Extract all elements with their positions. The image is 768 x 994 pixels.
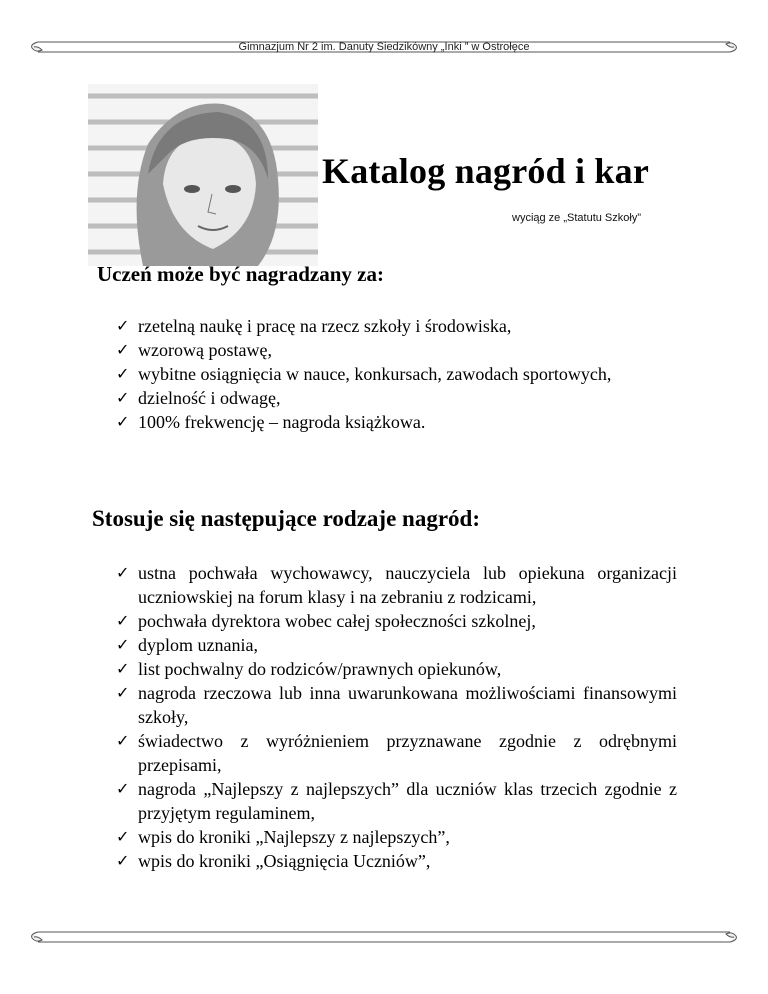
- checkmark-icon: ✓: [116, 316, 130, 335]
- list-item: ✓ pochwała dyrektora wobec całej społeczności szkolnej,: [116, 611, 536, 631]
- list-item: ✓ wzorową postawę,: [116, 340, 272, 360]
- checkmark-icon: ✓: [116, 611, 130, 630]
- checkmark-icon: ✓: [116, 827, 130, 846]
- reward-types-list: [116, 561, 677, 873]
- list-item: ✓ rzetelną naukę i pracę na rzecz szkoły i środowiska,: [116, 316, 512, 336]
- list-item: ✓ 100% frekwencję – nagroda książkowa.: [116, 412, 426, 432]
- list-item: ✓ świadectwo z wyróżnieniem przyznawane zgodnie z odrębnymi przepisami,: [116, 731, 677, 775]
- footer-banner: [28, 928, 740, 950]
- portrait-image: [88, 84, 318, 266]
- list-item: ✓ ustna pochwała wychowawcy, nauczyciela lub opiekuna organizacji uczniowskiej na forum klasy i na zebraniu z rodzicami,: [116, 563, 677, 607]
- rewards-list: [116, 314, 677, 434]
- checkmark-icon: ✓: [116, 635, 130, 654]
- checkmark-icon: ✓: [116, 388, 130, 407]
- list-item: ✓ nagroda rzeczowa lub inna uwarunkowana możliwościami finansowymi szkoły,: [116, 683, 677, 727]
- checkmark-icon: ✓: [116, 851, 130, 870]
- checkmark-icon: ✓: [116, 412, 130, 431]
- checkmark-icon: ✓: [116, 683, 130, 702]
- list-item: ✓ list pochwalny do rodziców/prawnych opiekunów,: [116, 659, 502, 679]
- page-subtitle: wyciąg ze „Statutu Szkoły”: [512, 212, 641, 224]
- list-item: ✓ dyplom uznania,: [116, 635, 258, 655]
- list-item: ✓ wybitne osiągnięcia w nauce, konkursach, zawodach sportowych,: [116, 364, 612, 384]
- checkmark-icon: ✓: [116, 731, 130, 750]
- checkmark-icon: ✓: [116, 659, 130, 678]
- checkmark-icon: ✓: [116, 364, 130, 383]
- checkmark-icon: ✓: [116, 563, 130, 582]
- rewards-heading: Uczeń może być nagradzany za:: [97, 262, 384, 286]
- reward-types-heading: Stosuje się następujące rodzaje nagród:: [92, 506, 480, 531]
- list-item: ✓ wpis do kroniki „Osiągnięcia Uczniów”,: [116, 851, 431, 871]
- checkmark-icon: ✓: [116, 779, 130, 798]
- header-banner: [28, 38, 740, 60]
- page-title: Katalog nagród i kar: [322, 151, 650, 191]
- scroll-banner-bottom: [28, 928, 740, 950]
- list-item: ✓ nagroda „Najlepszy z najlepszych” dla uczniów klas trzecich zgodnie z przyjętym regulaminem,: [116, 779, 677, 823]
- checkmark-icon: ✓: [116, 340, 130, 359]
- school-name: Gimnazjum Nr 2 im. Danuty Siedzikówny „Inki ” w Ostrołęce: [238, 41, 530, 53]
- list-item: ✓ wpis do kroniki „Najlepszy z najlepszych”,: [116, 827, 450, 847]
- list-item: ✓ dzielność i odwagę,: [116, 388, 281, 408]
